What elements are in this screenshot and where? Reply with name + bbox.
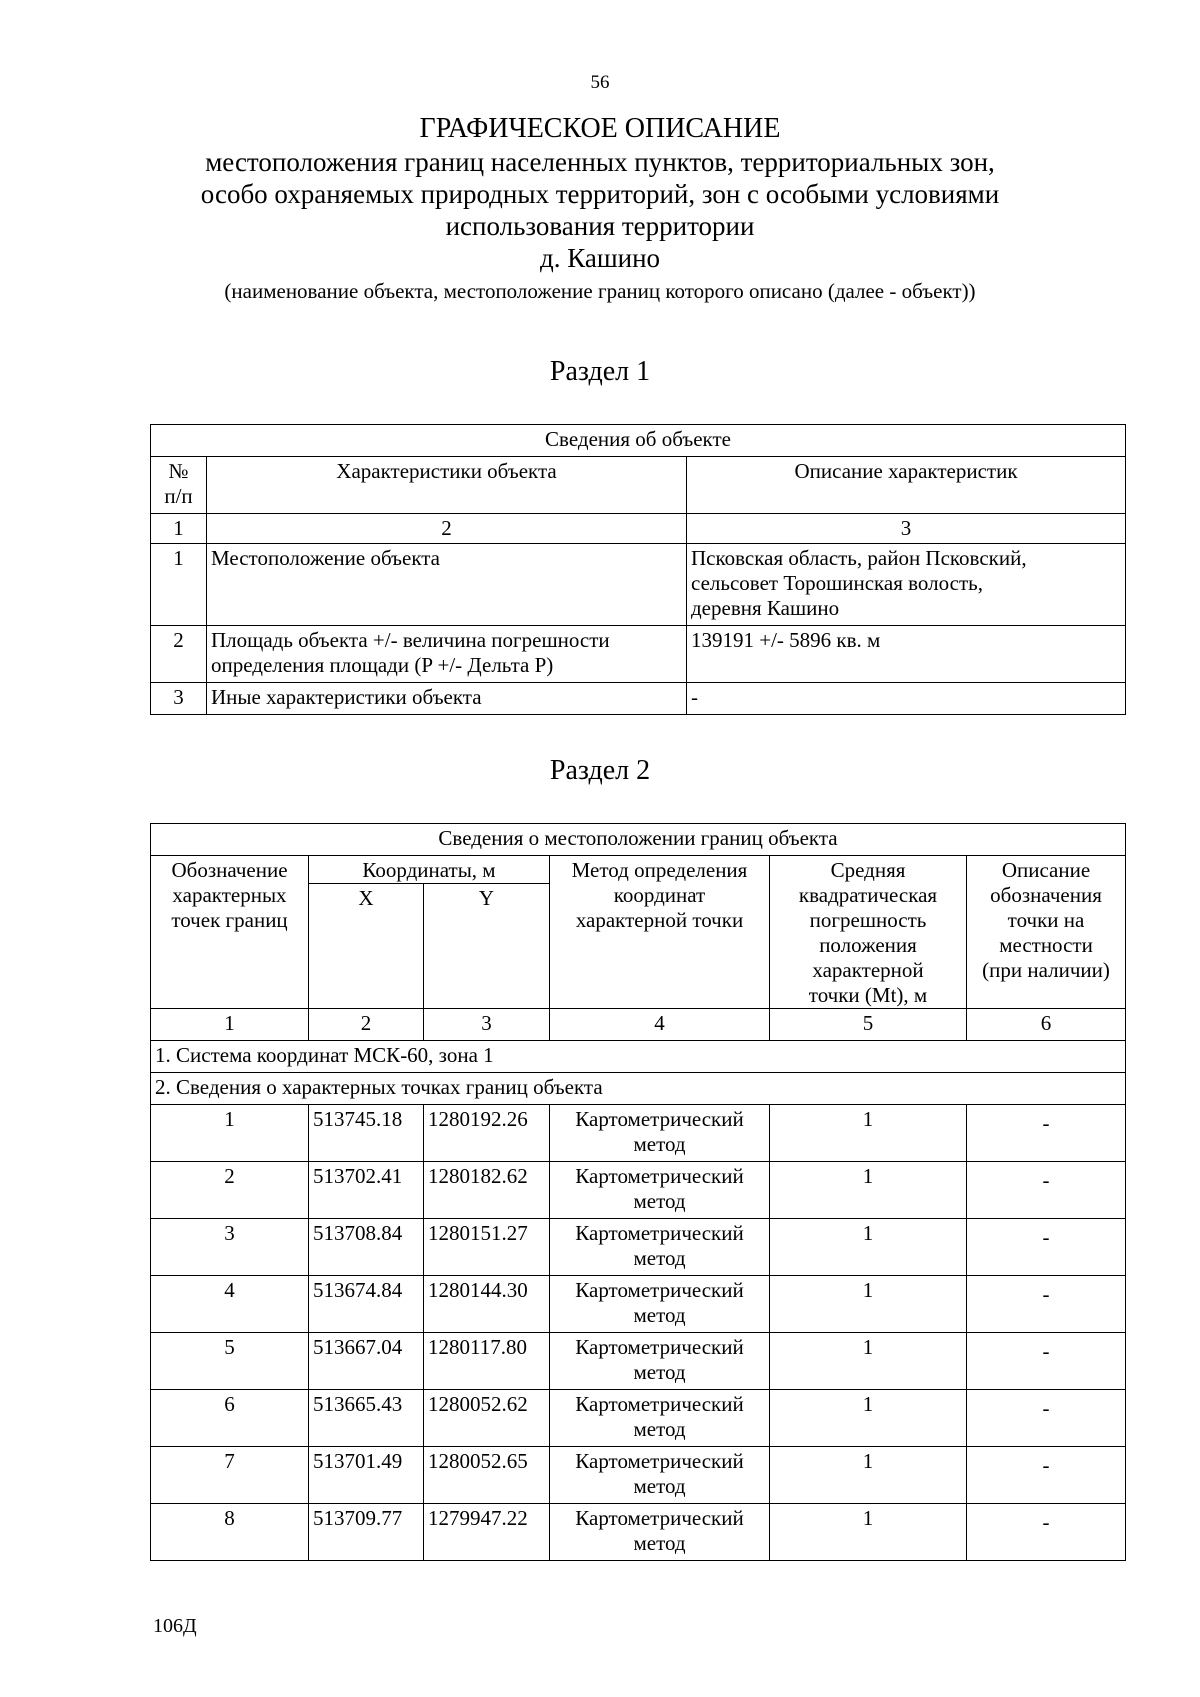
subtitle-line: особо охраняемых природных территорий, зон с особыми условиями	[200, 179, 1000, 209]
point-description-cell: -	[967, 1504, 1126, 1561]
column-number: 2	[207, 514, 687, 544]
description-cell: Псковская область, район Псковский, сельсовет Торошинская волость, деревня Кашино	[687, 544, 1126, 626]
column-header: Обозначение характерных точек границ	[151, 856, 309, 1009]
table-row	[151, 544, 1126, 626]
accuracy-cell: 1	[770, 1276, 967, 1333]
table-title: Сведения об объекте	[151, 425, 1126, 457]
method-cell: Картометрический метод	[550, 1333, 770, 1390]
object-name: д. Кашино	[539, 243, 661, 273]
table-row	[151, 683, 1126, 715]
point-description-cell: -	[967, 1390, 1126, 1447]
point-number-cell: 6	[151, 1390, 309, 1447]
table-row	[151, 1333, 1126, 1390]
column-header: Координаты, м	[309, 856, 550, 884]
characteristic-cell: Площадь объекта +/- величина погрешности определения площади (P +/- Дельта P)	[207, 626, 687, 683]
point-description-cell: -	[967, 1162, 1126, 1219]
document-subtitle	[120, 146, 1080, 242]
accuracy-cell: 1	[770, 1105, 967, 1162]
section-2-heading: Раздел 2	[549, 755, 651, 786]
y-coordinate-cell: 1280151.27	[424, 1219, 550, 1276]
column-number: 1	[151, 1009, 309, 1041]
column-header: Y	[424, 884, 550, 1009]
accuracy-cell: 1	[770, 1333, 967, 1390]
table-title: Сведения о местоположении границ объекта	[151, 824, 1126, 856]
column-header: Средняя квадратическая погрешность положения характерной точки (Mt), м	[770, 856, 967, 1009]
column-header: Описание характеристик	[687, 457, 1126, 514]
column-number: 3	[687, 514, 1126, 544]
description-cell: 139191 +/- 5896 кв. м	[687, 626, 1126, 683]
column-header: № п/п	[151, 457, 207, 514]
subtitle-line: местоположения границ населенных пунктов, территориальных зон,	[205, 147, 995, 177]
object-note: (наименование объекта, местоположение границ которого описано (далее - объект))	[224, 279, 976, 303]
x-coordinate-cell: 513708.84	[309, 1219, 424, 1276]
page-number: 56	[590, 72, 610, 93]
x-coordinate-cell: 513702.41	[309, 1162, 424, 1219]
column-header: Описание обозначения точки на местности (при наличии)	[967, 856, 1126, 1009]
boundary-points-table	[150, 823, 1126, 1561]
point-description-cell: -	[967, 1447, 1126, 1504]
method-cell: Картометрический метод	[550, 1162, 770, 1219]
point-description-cell: -	[967, 1333, 1126, 1390]
method-cell: Картометрический метод	[550, 1219, 770, 1276]
method-cell: Картометрический метод	[550, 1447, 770, 1504]
point-description-cell: -	[967, 1105, 1126, 1162]
x-coordinate-cell: 513667.04	[309, 1333, 424, 1390]
method-cell: Картометрический метод	[550, 1105, 770, 1162]
y-coordinate-cell: 1280144.30	[424, 1276, 550, 1333]
table-row	[151, 1390, 1126, 1447]
y-coordinate-cell: 1280052.62	[424, 1390, 550, 1447]
y-coordinate-cell: 1280192.26	[424, 1105, 550, 1162]
points-title: 2. Сведения о характерных точках границ объекта	[151, 1073, 1126, 1105]
table-row	[151, 1276, 1126, 1333]
characteristic-cell: Местоположение объекта	[207, 544, 687, 626]
row-number: 1	[151, 544, 207, 626]
method-cell: Картометрический метод	[550, 1504, 770, 1561]
column-header: X	[309, 884, 424, 1009]
column-number: 1	[151, 514, 207, 544]
accuracy-cell: 1	[770, 1390, 967, 1447]
footer-code: 106Д	[153, 1615, 197, 1637]
y-coordinate-cell: 1280052.65	[424, 1447, 550, 1504]
point-number-cell: 1	[151, 1105, 309, 1162]
y-coordinate-cell: 1280117.80	[424, 1333, 550, 1390]
accuracy-cell: 1	[770, 1219, 967, 1276]
subtitle-line: использования территории	[445, 211, 755, 241]
table-row	[151, 1504, 1126, 1561]
x-coordinate-cell: 513709.77	[309, 1504, 424, 1561]
column-number: 3	[424, 1009, 550, 1041]
x-coordinate-cell: 513701.49	[309, 1447, 424, 1504]
document-header	[0, 112, 1200, 304]
point-number-cell: 3	[151, 1219, 309, 1276]
row-number: 3	[151, 683, 207, 715]
y-coordinate-cell: 1280182.62	[424, 1162, 550, 1219]
y-coordinate-cell: 1279947.22	[424, 1504, 550, 1561]
section-1-heading: Раздел 1	[549, 356, 651, 387]
point-number-cell: 2	[151, 1162, 309, 1219]
point-number-cell: 8	[151, 1504, 309, 1561]
accuracy-cell: 1	[770, 1162, 967, 1219]
object-info-table	[150, 424, 1126, 715]
point-number-cell: 4	[151, 1276, 309, 1333]
column-header: Метод определения координат характерной точки	[550, 856, 770, 1009]
x-coordinate-cell: 513745.18	[309, 1105, 424, 1162]
description-cell: -	[687, 683, 1126, 715]
column-number: 5	[770, 1009, 967, 1041]
column-number: 4	[550, 1009, 770, 1041]
column-number: 6	[967, 1009, 1126, 1041]
accuracy-cell: 1	[770, 1504, 967, 1561]
characteristic-cell: Иные характеристики объекта	[207, 683, 687, 715]
point-number-cell: 7	[151, 1447, 309, 1504]
column-header: Характеристики объекта	[207, 457, 687, 514]
point-number-cell: 5	[151, 1333, 309, 1390]
row-number: 2	[151, 626, 207, 683]
points-body	[151, 1105, 1126, 1561]
method-cell: Картометрический метод	[550, 1390, 770, 1447]
table-row	[151, 626, 1126, 683]
table-row	[151, 1219, 1126, 1276]
x-coordinate-cell: 513665.43	[309, 1390, 424, 1447]
method-cell: Картометрический метод	[550, 1276, 770, 1333]
table-row	[151, 1447, 1126, 1504]
point-description-cell: -	[967, 1219, 1126, 1276]
table-row	[151, 1162, 1126, 1219]
table-row	[151, 1105, 1126, 1162]
coord-system: 1. Система координат МСК-60, зона 1	[151, 1041, 1126, 1073]
x-coordinate-cell: 513674.84	[309, 1276, 424, 1333]
column-number: 2	[309, 1009, 424, 1041]
accuracy-cell: 1	[770, 1447, 967, 1504]
document-title: ГРАФИЧЕСКОЕ ОПИСАНИЕ	[419, 113, 781, 144]
point-description-cell: -	[967, 1276, 1126, 1333]
